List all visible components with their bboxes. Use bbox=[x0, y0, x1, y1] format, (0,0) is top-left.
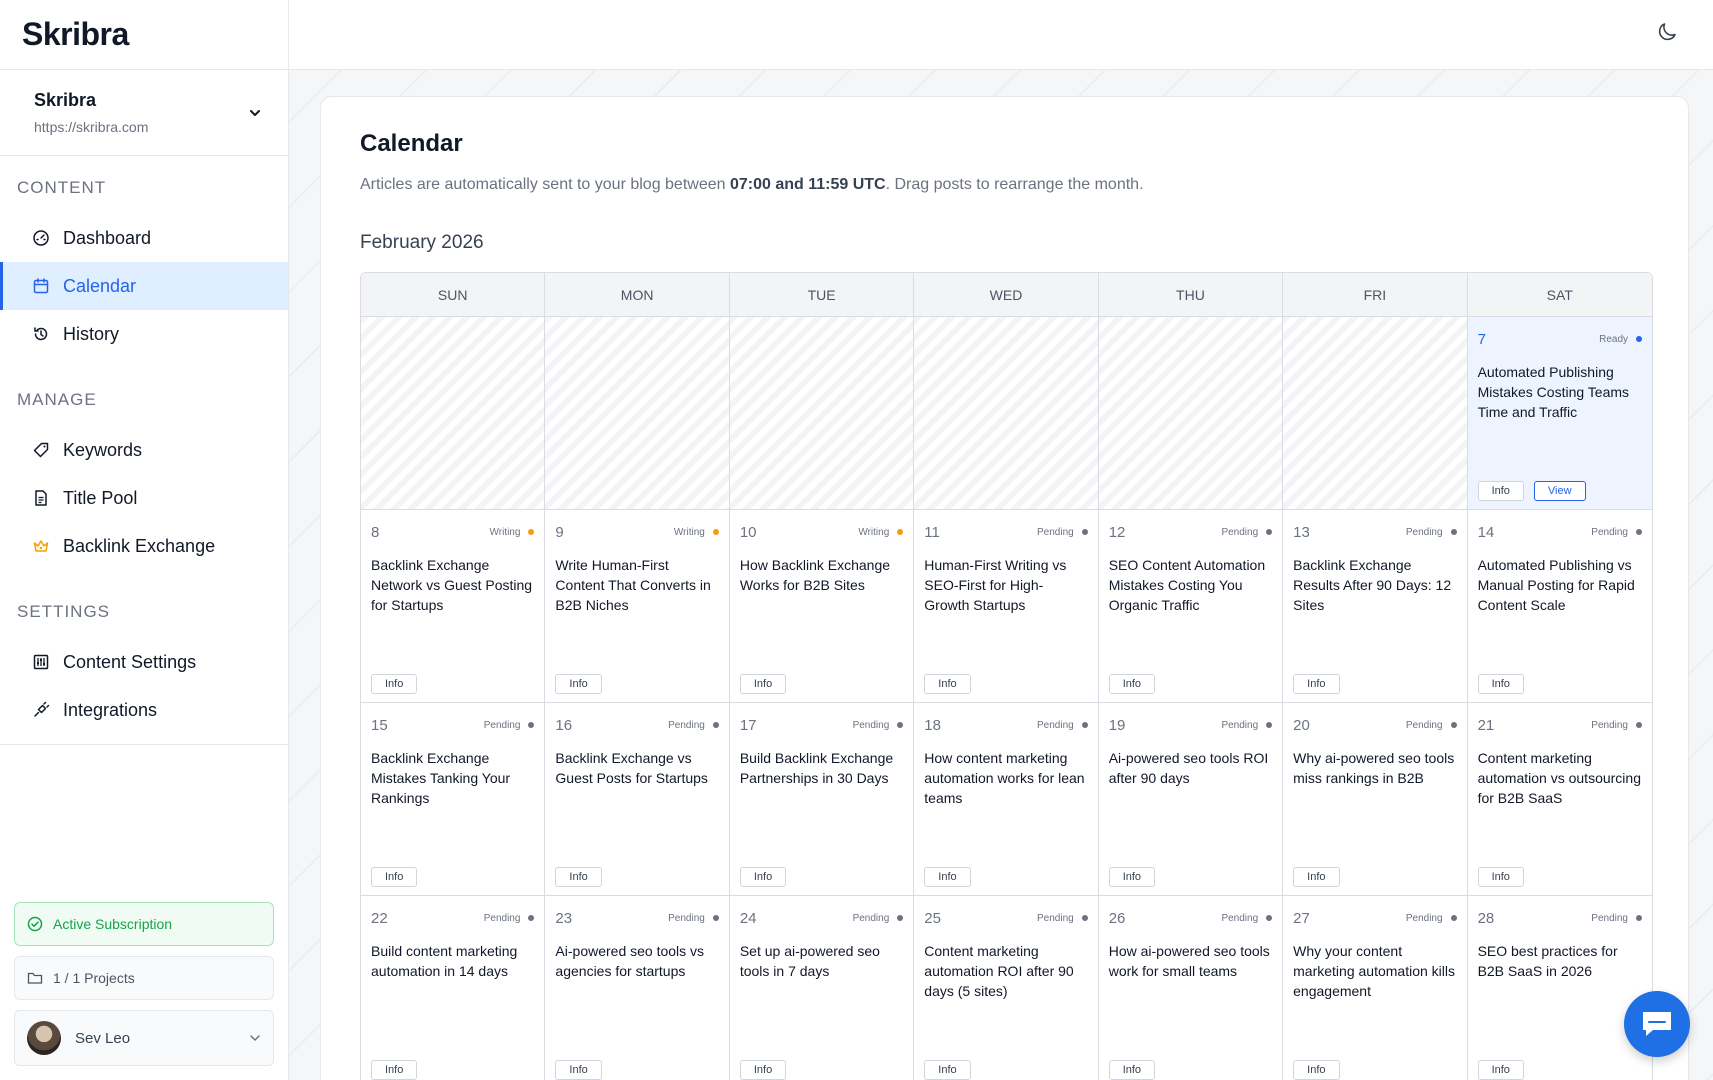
info-button[interactable]: Info bbox=[1109, 1060, 1155, 1080]
weekday-fri: FRI bbox=[1283, 273, 1467, 316]
status-dot bbox=[1636, 915, 1642, 921]
post-actions bbox=[924, 867, 970, 887]
status-dot bbox=[1451, 529, 1457, 535]
post-title[interactable]: Set up ai-powered seo tools in 7 days bbox=[739, 943, 880, 979]
day-cell-header bbox=[740, 520, 903, 544]
post-actions bbox=[555, 674, 601, 694]
sidebar-item-label: Dashboard bbox=[63, 227, 152, 248]
status-label: Pending bbox=[1221, 526, 1259, 538]
post-actions bbox=[924, 1060, 970, 1080]
status-dot bbox=[528, 529, 534, 535]
day-cell-16[interactable] bbox=[545, 702, 729, 895]
post-actions bbox=[1478, 674, 1524, 694]
status-badge bbox=[674, 527, 719, 538]
status-badge bbox=[1406, 913, 1457, 924]
info-button[interactable]: Info bbox=[1478, 674, 1524, 694]
post-title[interactable]: How Backlink Exchange Works for B2B Sites bbox=[739, 557, 891, 593]
day-cell-header bbox=[1293, 906, 1456, 930]
avatar bbox=[27, 1021, 61, 1055]
calendar-grid bbox=[360, 272, 1653, 1080]
post-actions bbox=[924, 674, 970, 694]
check-circle-icon bbox=[27, 916, 43, 932]
day-number: 20 bbox=[1293, 716, 1310, 734]
day-cell-21[interactable] bbox=[1468, 702, 1652, 895]
sidebar-item-label: Calendar bbox=[63, 275, 137, 296]
status-badge bbox=[1037, 720, 1088, 731]
desc-text-1: Articles are automatically sent to your blog between bbox=[360, 176, 730, 193]
sidebar-item-label: Integrations bbox=[63, 699, 158, 720]
post-title[interactable]: Automated Publishing vs Manual Posting for Rapid Content Scale bbox=[1477, 557, 1635, 613]
status-badge bbox=[484, 720, 535, 731]
info-button[interactable]: Info bbox=[1109, 867, 1155, 887]
day-cell-22[interactable] bbox=[361, 895, 545, 1080]
post-title[interactable]: Build Backlink Exchange Partnerships in 30 Days bbox=[739, 750, 894, 786]
day-cell-header bbox=[371, 713, 534, 737]
document-icon bbox=[31, 488, 51, 508]
day-number: 11 bbox=[924, 523, 940, 541]
site-name: Skribra bbox=[34, 90, 97, 110]
post-actions bbox=[371, 674, 417, 694]
post-title[interactable]: How ai-powered seo tools work for small teams bbox=[1108, 943, 1270, 979]
subscription-badge[interactable] bbox=[14, 902, 274, 946]
status-badge bbox=[858, 527, 903, 538]
day-cell-17[interactable] bbox=[730, 702, 914, 895]
status-label: Pending bbox=[1591, 526, 1628, 538]
day-number: 22 bbox=[371, 909, 388, 927]
status-label: Pending bbox=[1037, 526, 1074, 538]
status-label: Pending bbox=[1405, 526, 1443, 538]
day-cell-19[interactable] bbox=[1099, 702, 1283, 895]
status-dot bbox=[1636, 529, 1642, 535]
info-button[interactable]: Info bbox=[555, 674, 601, 694]
post-actions bbox=[740, 674, 786, 694]
post-actions bbox=[1478, 1060, 1524, 1080]
day-cell-header bbox=[740, 713, 903, 737]
day-cell-header bbox=[371, 520, 534, 544]
status-badge bbox=[1221, 527, 1272, 538]
day-cell-header bbox=[1478, 906, 1642, 930]
day-number: 9 bbox=[555, 523, 564, 541]
day-cell-12[interactable] bbox=[1099, 509, 1283, 702]
day-cell-27[interactable] bbox=[1283, 895, 1467, 1080]
weekday-mon: MON bbox=[545, 273, 729, 316]
day-cell-header bbox=[924, 520, 1087, 544]
info-button[interactable]: Info bbox=[740, 867, 786, 887]
status-label: Pending bbox=[668, 912, 705, 924]
status-dot bbox=[713, 529, 719, 535]
month-label: February 2026 bbox=[360, 232, 484, 253]
day-cell-14[interactable] bbox=[1468, 509, 1652, 702]
status-dot bbox=[528, 722, 534, 728]
day-number: 17 bbox=[739, 716, 757, 734]
projects-label: 1 / 1 Projects bbox=[53, 970, 135, 986]
day-cell-header bbox=[1478, 327, 1642, 351]
chat-button[interactable] bbox=[1624, 991, 1690, 1057]
info-button[interactable]: Info bbox=[371, 674, 417, 694]
status-dot bbox=[897, 915, 903, 921]
status-badge bbox=[853, 720, 904, 731]
day-cell-header bbox=[924, 713, 1087, 737]
weekday-thu: THU bbox=[1099, 273, 1283, 316]
day-number: 21 bbox=[1477, 716, 1495, 734]
main-area bbox=[289, 70, 1713, 1080]
status-dot bbox=[1082, 722, 1088, 728]
status-badge bbox=[1406, 720, 1457, 731]
sidebar-item-label: Backlink Exchange bbox=[63, 535, 216, 556]
day-number: 15 bbox=[371, 716, 388, 734]
status-dot bbox=[1636, 336, 1642, 342]
status-label: Pending bbox=[1037, 719, 1074, 731]
day-number: 14 bbox=[1477, 523, 1495, 541]
status-badge bbox=[1599, 334, 1642, 345]
empty-day-cell bbox=[361, 316, 545, 509]
view-button[interactable]: View bbox=[1534, 481, 1586, 501]
sidebar-item-label: Content Settings bbox=[63, 651, 197, 672]
post-actions bbox=[1293, 674, 1339, 694]
status-label: Pending bbox=[1221, 719, 1259, 731]
info-button[interactable]: Info bbox=[555, 867, 601, 887]
day-cell-header bbox=[1478, 520, 1642, 544]
post-title[interactable]: Backlink Exchange Results After 90 Days: 12 Sites bbox=[1293, 557, 1452, 613]
status-label: Pending bbox=[852, 912, 890, 924]
day-cell-11[interactable] bbox=[914, 509, 1098, 702]
post-title[interactable]: Content marketing automation vs outsourcing for B2B SaaS bbox=[1477, 750, 1641, 806]
day-cell-header bbox=[924, 906, 1087, 930]
info-button[interactable]: Info bbox=[924, 674, 970, 694]
nav-section-manage: MANAGE bbox=[17, 390, 97, 409]
day-cell-header bbox=[1109, 520, 1272, 544]
status-dot bbox=[528, 915, 534, 921]
sidebar-item-history[interactable] bbox=[0, 310, 288, 358]
page-title: Calendar bbox=[360, 130, 463, 157]
info-button[interactable]: Info bbox=[1293, 867, 1339, 887]
post-title[interactable]: Ai-powered seo tools vs agencies for startups bbox=[555, 943, 705, 979]
weekday-header bbox=[361, 273, 1652, 316]
day-cell-header bbox=[1293, 520, 1456, 544]
post-actions bbox=[555, 1060, 601, 1080]
day-number: 28 bbox=[1477, 909, 1495, 927]
info-button[interactable]: Info bbox=[924, 1060, 970, 1080]
post-title[interactable]: Build content marketing automation in 14 days bbox=[371, 943, 518, 979]
day-number: 7 bbox=[1477, 330, 1486, 348]
site-url: https://skribra.com bbox=[34, 119, 149, 135]
info-button[interactable]: Info bbox=[1478, 1060, 1524, 1080]
plug-icon bbox=[31, 700, 51, 720]
tag-icon bbox=[31, 440, 51, 460]
status-badge bbox=[1591, 913, 1642, 924]
dashboard-icon bbox=[31, 228, 51, 248]
status-dot bbox=[1451, 915, 1457, 921]
day-cell-18[interactable] bbox=[914, 702, 1098, 895]
moon-icon[interactable] bbox=[1655, 20, 1683, 48]
day-cell-8[interactable] bbox=[361, 509, 545, 702]
status-label: Pending bbox=[1405, 912, 1443, 924]
post-title[interactable]: Why ai-powered seo tools miss rankings in B2B bbox=[1293, 750, 1455, 786]
post-title[interactable]: Write Human-First Content That Converts in B2B Niches bbox=[555, 557, 711, 613]
status-badge bbox=[668, 913, 719, 924]
info-button[interactable]: Info bbox=[1109, 674, 1155, 694]
day-number: 12 bbox=[1108, 523, 1126, 541]
sliders-icon bbox=[31, 652, 51, 672]
status-label: Pending bbox=[1591, 912, 1628, 924]
post-title[interactable]: SEO best practices for B2B SaaS in 2026 bbox=[1477, 943, 1618, 979]
status-badge bbox=[668, 720, 719, 731]
history-icon bbox=[31, 324, 51, 344]
post-actions bbox=[371, 867, 417, 887]
status-dot bbox=[897, 529, 903, 535]
status-badge bbox=[1221, 913, 1272, 924]
empty-day-cell bbox=[730, 316, 914, 509]
sidebar-item-backlink-exchange[interactable] bbox=[0, 522, 288, 570]
nav-section-content: CONTENT bbox=[17, 178, 107, 197]
status-dot bbox=[713, 915, 719, 921]
post-title[interactable]: Backlink Exchange vs Guest Posts for Startups bbox=[555, 750, 708, 786]
page-description bbox=[360, 176, 1649, 194]
status-label: Pending bbox=[1405, 719, 1443, 731]
info-button[interactable]: Info bbox=[371, 867, 417, 887]
status-badge bbox=[1037, 913, 1088, 924]
post-actions bbox=[1109, 1060, 1155, 1080]
status-badge bbox=[1037, 527, 1088, 538]
info-button[interactable]: Info bbox=[1293, 1060, 1339, 1080]
chevron-down-icon bbox=[248, 106, 262, 125]
status-dot bbox=[1082, 915, 1088, 921]
empty-day-cell bbox=[914, 316, 1098, 509]
post-title[interactable]: Ai-powered seo tools ROI after 90 days bbox=[1108, 750, 1269, 786]
status-label: Pending bbox=[1037, 912, 1074, 924]
post-actions bbox=[740, 867, 786, 887]
sidebar-item-title-pool[interactable] bbox=[0, 474, 288, 522]
post-actions bbox=[371, 1060, 417, 1080]
status-dot bbox=[1266, 529, 1272, 535]
weekday-tue: TUE bbox=[730, 273, 914, 316]
status-dot bbox=[1266, 915, 1272, 921]
post-title[interactable]: Human-First Writing vs SEO-First for High-Growth Startups bbox=[924, 557, 1067, 613]
day-number: 25 bbox=[924, 909, 941, 927]
status-dot bbox=[1451, 722, 1457, 728]
status-dot bbox=[713, 722, 719, 728]
day-number: 8 bbox=[371, 523, 380, 541]
chevron-down-icon bbox=[249, 1031, 261, 1048]
status-label: Writing bbox=[489, 526, 521, 538]
status-dot bbox=[897, 722, 903, 728]
sidebar-item-content-settings[interactable] bbox=[0, 638, 288, 686]
day-number: 27 bbox=[1293, 909, 1310, 927]
post-actions bbox=[555, 867, 601, 887]
day-cell-25[interactable] bbox=[914, 895, 1098, 1080]
sidebar-item-keywords[interactable] bbox=[0, 426, 288, 474]
nav-section-settings: SETTINGS bbox=[17, 602, 111, 621]
user-menu[interactable] bbox=[14, 1010, 274, 1066]
day-number: 23 bbox=[555, 909, 573, 927]
day-cell-header bbox=[1293, 713, 1456, 737]
day-number: 19 bbox=[1108, 716, 1126, 734]
day-cell-9[interactable] bbox=[545, 509, 729, 702]
day-number: 24 bbox=[739, 909, 757, 927]
status-label: Pending bbox=[1591, 719, 1628, 731]
day-cell-header bbox=[740, 906, 903, 930]
topbar bbox=[289, 0, 1713, 70]
subscription-label: Active Subscription bbox=[53, 916, 173, 932]
day-cell-20[interactable] bbox=[1283, 702, 1467, 895]
nav-divider bbox=[0, 744, 288, 745]
user-name: Sev Leo bbox=[75, 1029, 131, 1047]
status-label: Writing bbox=[858, 526, 890, 538]
post-title[interactable]: Content marketing automation ROI after 90 days (5 sites) bbox=[924, 943, 1074, 999]
sidebar-item-label: Title Pool bbox=[63, 487, 138, 508]
post-title[interactable]: SEO Content Automation Mistakes Costing You Organic Traffic bbox=[1108, 557, 1266, 613]
day-number: 26 bbox=[1108, 909, 1126, 927]
post-actions bbox=[1293, 867, 1339, 887]
day-cell-header bbox=[555, 520, 718, 544]
status-badge bbox=[1406, 527, 1457, 538]
sidebar-nav bbox=[0, 156, 288, 734]
status-badge bbox=[1591, 527, 1642, 538]
day-cell-24[interactable] bbox=[730, 895, 914, 1080]
desc-time-window: 07:00 and 11:59 UTC bbox=[729, 176, 886, 193]
weekday-sat: SAT bbox=[1546, 286, 1573, 303]
day-cell-header bbox=[555, 713, 718, 737]
status-label: Writing bbox=[673, 526, 705, 538]
day-cell-7[interactable] bbox=[1468, 316, 1652, 509]
post-actions bbox=[1478, 867, 1524, 887]
sidebar-item-integrations[interactable] bbox=[0, 686, 288, 734]
day-cell-23[interactable] bbox=[545, 895, 729, 1080]
empty-day-cell bbox=[1099, 316, 1283, 509]
day-cell-13[interactable] bbox=[1283, 509, 1467, 702]
post-title[interactable]: Backlink Exchange Network vs Guest Posting for Startups bbox=[371, 557, 533, 613]
post-actions bbox=[740, 1060, 786, 1080]
sidebar bbox=[0, 0, 289, 1080]
calendar-card bbox=[320, 96, 1689, 1080]
info-button[interactable]: Info bbox=[1478, 481, 1524, 501]
info-button[interactable]: Info bbox=[1293, 674, 1339, 694]
empty-day-cell bbox=[545, 316, 729, 509]
projects-counter[interactable] bbox=[14, 956, 274, 1000]
status-label: Ready bbox=[1599, 333, 1628, 345]
status-badge bbox=[1221, 720, 1272, 731]
post-title[interactable]: Backlink Exchange Mistakes Tanking Your Rankings bbox=[371, 750, 511, 806]
info-button[interactable]: Info bbox=[555, 1060, 601, 1080]
status-badge bbox=[484, 913, 535, 924]
day-cell-header bbox=[1109, 906, 1272, 930]
post-actions bbox=[1293, 1060, 1339, 1080]
chat-icon bbox=[1639, 1008, 1675, 1040]
calendar-body bbox=[361, 316, 1652, 1080]
post-title[interactable]: Why your content marketing automation kills engagement bbox=[1293, 943, 1455, 999]
day-cell-header bbox=[1478, 713, 1642, 737]
sidebar-item-label: Keywords bbox=[63, 439, 143, 460]
status-dot bbox=[1636, 722, 1642, 728]
sidebar-bottom bbox=[14, 902, 274, 1066]
brand-logo[interactable]: Skribra bbox=[0, 0, 288, 70]
day-cell-26[interactable] bbox=[1099, 895, 1283, 1080]
day-number: 10 bbox=[739, 523, 757, 541]
day-cell-header bbox=[555, 906, 718, 930]
info-button[interactable]: Info bbox=[740, 1060, 786, 1080]
post-actions bbox=[1109, 674, 1155, 694]
info-button[interactable]: Info bbox=[1478, 867, 1524, 887]
crown-icon bbox=[31, 536, 51, 556]
status-badge bbox=[853, 913, 904, 924]
status-dot bbox=[1082, 529, 1088, 535]
day-number: 18 bbox=[924, 716, 941, 734]
day-number: 16 bbox=[555, 716, 573, 734]
status-label: Pending bbox=[852, 719, 890, 731]
weekday-wed: WED bbox=[914, 273, 1098, 316]
sidebar-item-label: History bbox=[63, 323, 120, 344]
site-switcher[interactable] bbox=[0, 70, 288, 156]
empty-day-cell bbox=[1283, 316, 1467, 509]
status-badge bbox=[1591, 720, 1642, 731]
info-button[interactable]: Info bbox=[371, 1060, 417, 1080]
sidebar-item-calendar[interactable] bbox=[0, 262, 288, 310]
post-actions bbox=[1109, 867, 1155, 887]
post-title[interactable]: Automated Publishing Mistakes Costing Teams Time and Traffic bbox=[1477, 364, 1630, 420]
desc-text-2: . Drag posts to rearrange the month. bbox=[885, 176, 1144, 193]
status-badge bbox=[489, 527, 534, 538]
day-cell-15[interactable] bbox=[361, 702, 545, 895]
status-dot bbox=[1266, 722, 1272, 728]
post-actions bbox=[1478, 481, 1586, 501]
day-cell-28[interactable] bbox=[1468, 895, 1652, 1080]
day-cell-header bbox=[371, 906, 534, 930]
weekday-sun: SUN bbox=[361, 273, 545, 316]
sidebar-item-dashboard[interactable] bbox=[0, 214, 288, 262]
calendar-icon bbox=[31, 276, 51, 296]
status-label: Pending bbox=[668, 719, 705, 731]
status-label: Pending bbox=[483, 912, 521, 924]
post-title[interactable]: How content marketing automation works for lean teams bbox=[924, 750, 1085, 806]
info-button[interactable]: Info bbox=[740, 674, 786, 694]
status-label: Pending bbox=[1221, 912, 1259, 924]
folder-icon bbox=[27, 970, 43, 986]
day-cell-header bbox=[1109, 713, 1272, 737]
day-cell-10[interactable] bbox=[730, 509, 914, 702]
day-number: 13 bbox=[1293, 523, 1310, 541]
info-button[interactable]: Info bbox=[924, 867, 970, 887]
status-label: Pending bbox=[483, 719, 521, 731]
